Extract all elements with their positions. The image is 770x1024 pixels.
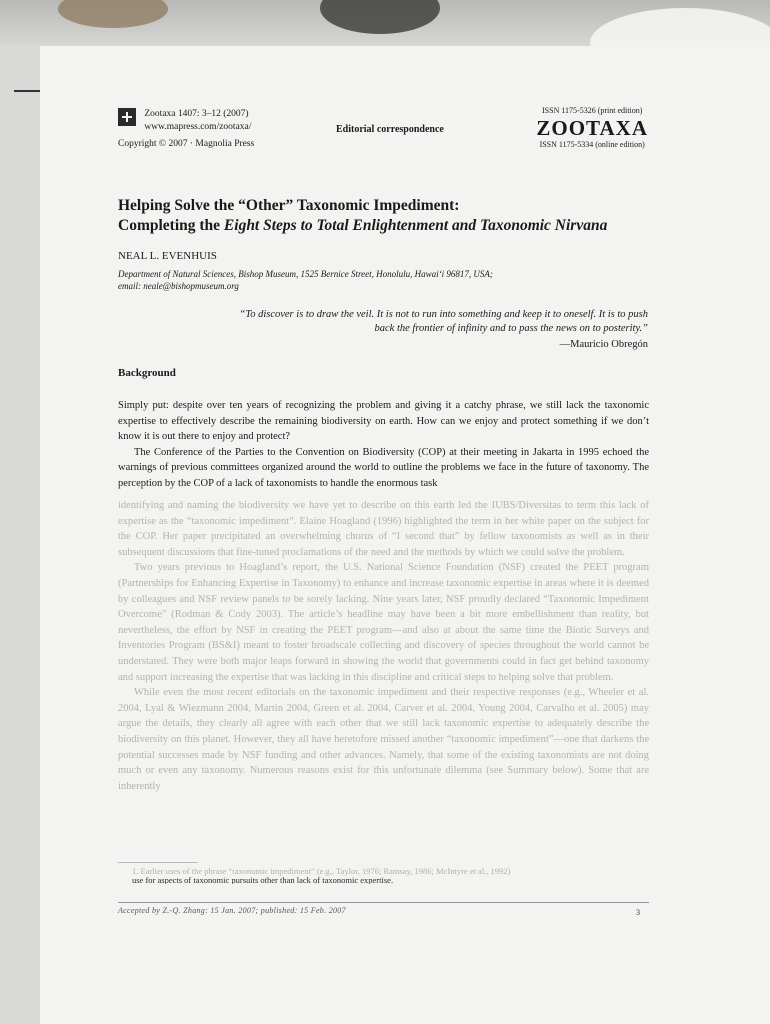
footnote: 1. Earlier uses of the phrase “taxonomic impediment” (e.g., Taylor, 1976; Ramsay, 1986; McIntyre et al., 1992)	[132, 866, 511, 876]
title-line-1: Helping Solve the “Other” Taxonomic Impediment:	[118, 197, 460, 214]
article-title	[118, 196, 678, 236]
epigraph: “To discover is to draw the veil. It is not to run into something and keep it to oneself. It is to push back the frontier of infinity and to pass the news on to posterity.”	[239, 309, 648, 334]
copyright: Copyright © 2007 · Magnolia Press	[118, 139, 255, 149]
journal-header-left	[118, 108, 254, 151]
paragraph: identifying and naming the biodiversity we have yet to describe on this earth led the IUBS/Diversitas to term this lack of expertise as the “taxonomic impediment”. Elaine Hoagland (1996) highlighted the term in her white paper on the subject for the COP. Her paper precipitated an overwhelming chorus of “I second that” by fellow taxonomists as well as in their subsequent discussions that fine-tuned proclamations of the need and the methods by which we could solve the problem.	[118, 500, 649, 558]
paragraph: While even the most recent editorials on the taxonomic impediment and their respective responses (e.g., Wheeler et al. 2004, Lyal & Wiezmann 2004, Martin 2004, Green et al. 2004, Carver et al. 2004, Young 2004, Carvalho et al. 2005) may argue the details, they clearly all agree with each other that we still lack taxonomic expertise to adequately describe the biodiversity on this planet. However, they all have heretofore missed another “taxonomic impediment”—one that darkens the potential successes made by NSF funding and other advances. Namely, that some of the existing taxonomists are not doing much or even any taxonomy. Numerous reasons exist for this unfortunate dilemma (see Summary below). Some that are inherently	[118, 687, 649, 792]
issn-print: ISSN 1175-5326 (print edition)	[542, 106, 643, 115]
paper-page	[40, 46, 770, 1024]
paragraph: The Conference of the Parties to the Convention on Biodiversity (COP) at their meeting in Jakarta in 1995 echoed the warnings of previous committees organized around the world to outline the problems we face in the future of taxonomy. The perception by the COP of a lack of taxonomists to handle the enormous task	[118, 446, 649, 489]
paragraph: Two years previous to Hoagland’s report, the U.S. National Science Foundation (NSF) created the PEET program (Partnerships for Enhancing Expertise in Taxonomy) to enhance and increase taxonomic expertise in areas where it is deemed by colleagues and NSF review panels to be sorely lacking. Nine years later, NSF proudly declared “Taxonomic Impediment Overcome” (Rodman & Cody 2003). The article’s headline may have been a bit more embellishment than reality, but nevertheless, the effort by NSF in creating the PEET program—and also at about the same time the Biotic Surveys and Inventories Program (BS&I) meant to foster broadscale collecting and discovery of species throughout the world cannot be understated. They were both major leaps forward in showing the world that governments could in fact get behind taxonomy and support increasing the expertise that was lacking in this discipline and critical steps to helping solve that problem.	[118, 562, 649, 683]
acceptance-line: Accepted by Z.-Q. Zhang: 15 Jan. 2007; published: 15 Feb. 2007	[118, 906, 346, 915]
citation: Zootaxa 1407: 3–12 (2007)	[144, 109, 249, 119]
section-heading: Background	[118, 367, 176, 379]
paragraph: Simply put: despite over ten years of recognizing the problem and giving it a catchy phrase, we still lack the taxonomic expertise to effectively describe the remaining biodiversity on earth. How can we enjoy and protect something if we don’t know it is out there to enjoy and protect?	[118, 400, 649, 443]
epigraph-attribution: —Mauricio Obregón	[559, 339, 648, 350]
body-text	[118, 398, 649, 492]
footnote-continuation: use for aspects of taxonomic pursuits other than lack of taxonomic expertise.	[132, 875, 394, 884]
footnote-rule	[118, 862, 198, 863]
page-number: 3	[636, 908, 640, 917]
affiliation: Department of Natural Sciences, Bishop Museum, 1525 Bernice Street, Honolulu, Hawai‘i 96817, USA; email: neale@bishopmuseum.org	[118, 269, 493, 291]
journal-url: www.mapress.com/zootaxa/	[144, 122, 252, 132]
journal-brand: ZOOTAXA	[536, 116, 648, 140]
zootaxa-logo-icon	[118, 108, 136, 126]
footer-rule	[118, 902, 649, 903]
author: NEAL L. EVENHUIS	[118, 250, 217, 262]
title-line-2: Completing the Eight Steps to Total Enlightenment and Taxonomic Nirvana	[118, 217, 608, 234]
issn-online: ISSN 1175-5334 (online edition)	[539, 140, 645, 149]
article-type: Editorial correspondence	[336, 124, 444, 135]
journal-header-right	[536, 106, 648, 150]
faded-body-text	[118, 498, 649, 794]
